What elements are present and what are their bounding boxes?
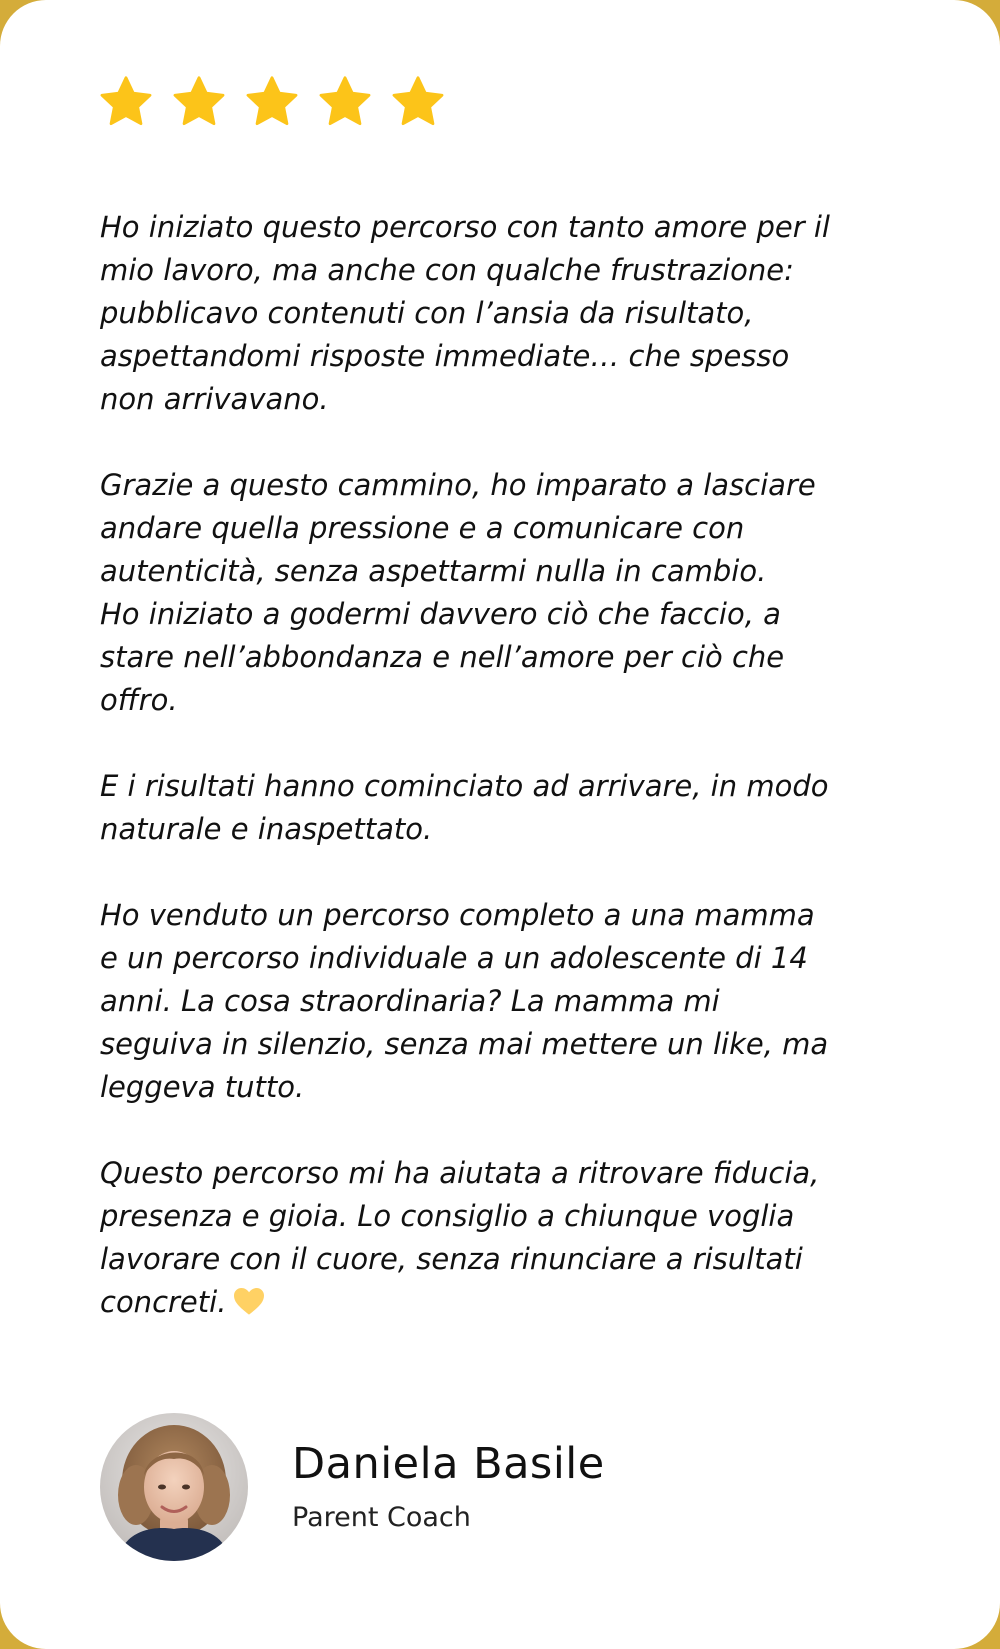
yellow-heart-icon	[232, 1286, 266, 1316]
review-line: andare quella pressione e a comunicare con	[100, 511, 745, 545]
review-line: naturale e inaspettato.	[100, 812, 433, 846]
review-line: stare nell’abbondanza e nell’amore per ciò che	[100, 640, 785, 674]
review-line: pubblicavo contenuti con l’ansia da risultato,	[100, 296, 754, 330]
review-line: offro.	[100, 683, 178, 717]
author-name: Daniela Basile	[292, 1439, 605, 1489]
avatar	[100, 1413, 248, 1561]
review-line: E i risultati hanno cominciato ad arrivare, in modo	[100, 769, 829, 803]
review-line: seguiva in silenzio, senza mai mettere un like, ma	[100, 1027, 829, 1061]
review-line: presenza e gioia. Lo consiglio a chiunque voglia	[100, 1199, 795, 1233]
review-text	[100, 206, 920, 1324]
author-role: Parent Coach	[292, 1502, 471, 1533]
review-line: autenticità, senza aspettarmi nulla in cambio.	[100, 554, 767, 588]
star-rating	[98, 74, 446, 132]
review-line: Ho iniziato questo percorso con tanto amore per il	[100, 210, 830, 244]
review-line: non arrivavano.	[100, 382, 329, 416]
review-line: e un percorso individuale a un adolescente di 14	[100, 941, 808, 975]
review-line: concreti.	[100, 1281, 920, 1324]
review-paragraph	[100, 765, 920, 851]
review-line: leggeva tutto.	[100, 1070, 305, 1104]
review-paragraph	[100, 206, 920, 421]
star-icon	[390, 74, 446, 130]
star-icon	[171, 74, 227, 130]
star-icon	[317, 74, 373, 130]
star-icon	[244, 74, 300, 130]
review-line: aspettandomi risposte immediate… che spesso	[100, 339, 790, 373]
review-line: Ho venduto un percorso completo a una mamma	[100, 898, 815, 932]
review-line: anni. La cosa straordinaria? La mamma mi	[100, 984, 720, 1018]
review-paragraph	[100, 1152, 920, 1324]
review-paragraph	[100, 464, 920, 722]
star-icon	[98, 74, 154, 130]
review-line: Ho iniziato a godermi davvero ciò che faccio, a	[100, 597, 781, 631]
review-line: Questo percorso mi ha aiutata a ritrovare fiducia,	[100, 1156, 820, 1190]
review-line: Grazie a questo cammino, ho imparato a lasciare	[100, 468, 816, 502]
review-line: mio lavoro, ma anche con qualche frustrazione:	[100, 253, 794, 287]
review-line: lavorare con il cuore, senza rinunciare a risultati	[100, 1242, 803, 1276]
avatar-photo	[100, 1413, 248, 1561]
review-paragraph	[100, 894, 920, 1109]
